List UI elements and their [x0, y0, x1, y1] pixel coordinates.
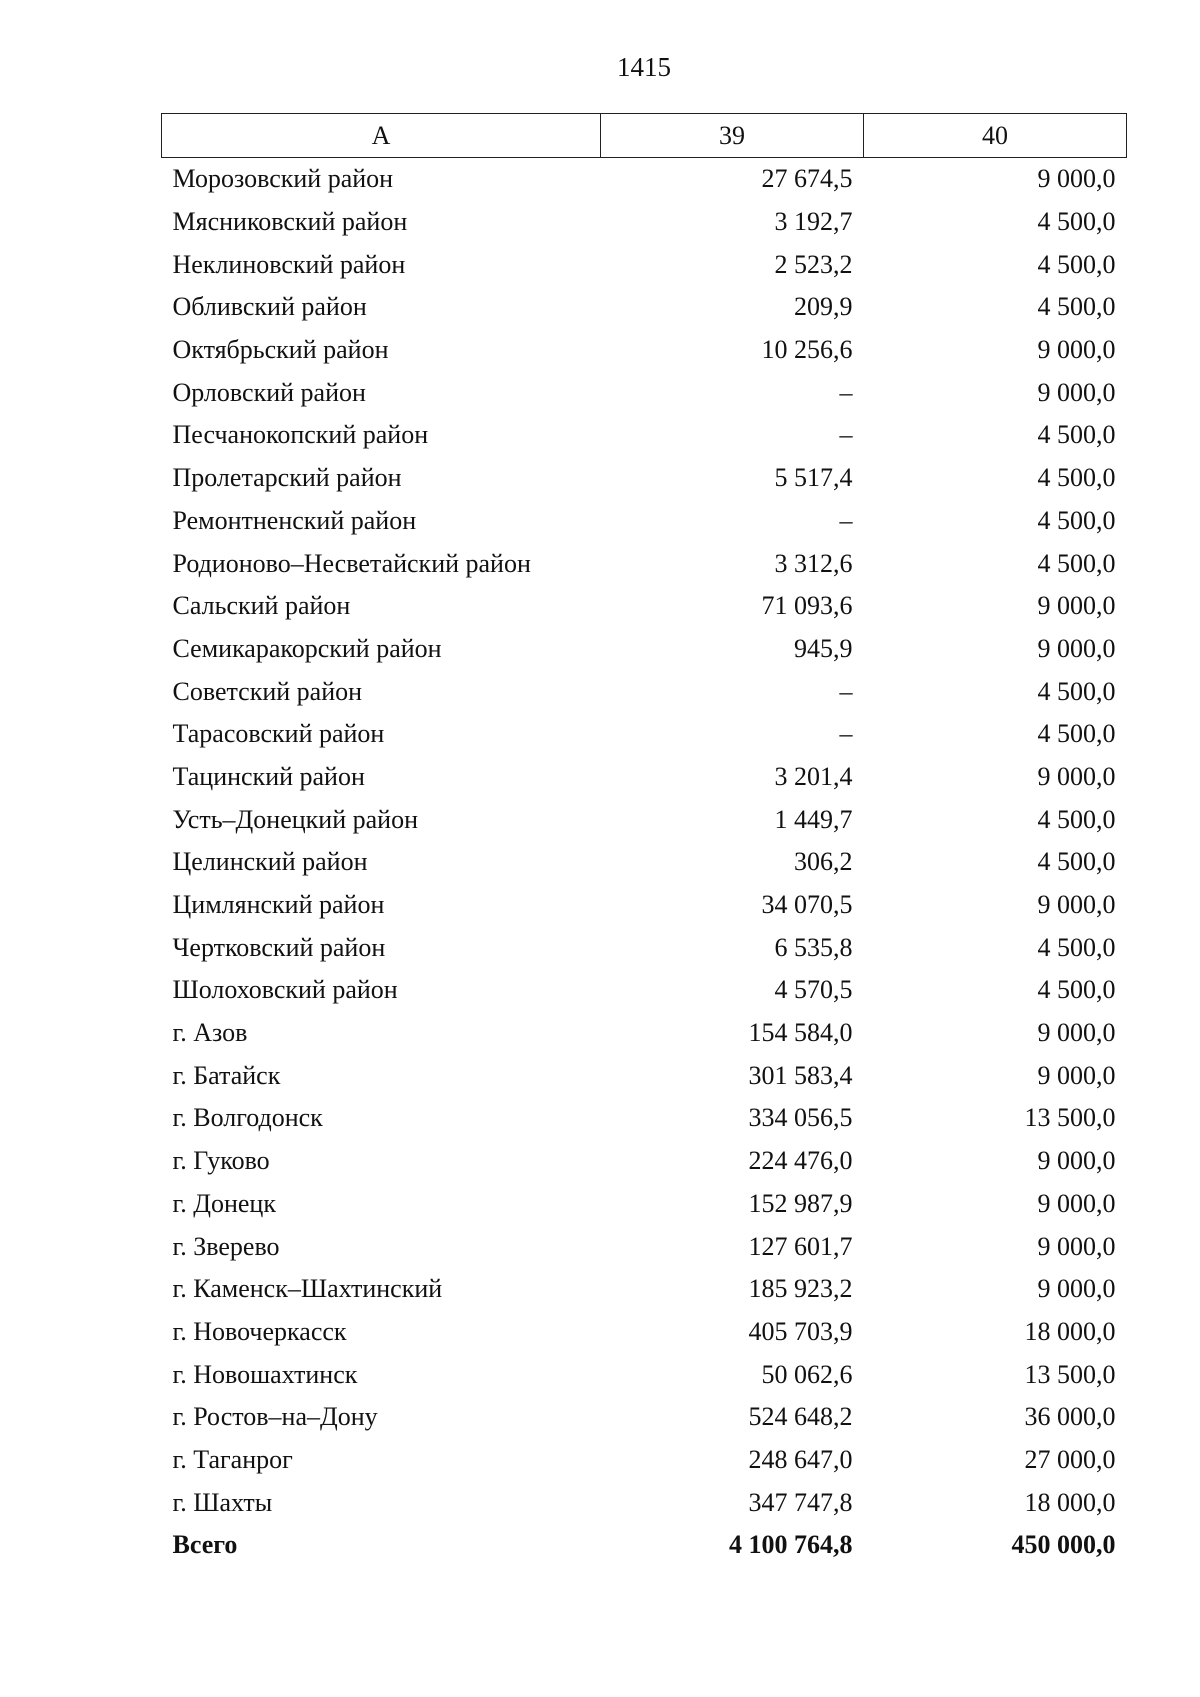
total-value-39: 4 100 764,8	[729, 1530, 853, 1560]
row-value-40: 9 000,0	[1037, 1018, 1116, 1048]
row-name: Мясниковский район	[172, 207, 408, 237]
table-row	[162, 798, 1127, 841]
table-row	[162, 371, 1127, 414]
row-value-40: 4 500,0	[1037, 420, 1116, 450]
total-value-40: 450 000,0	[1011, 1530, 1116, 1560]
row-value-39: 1 449,7	[774, 804, 853, 834]
row-value-39: 3 312,6	[774, 548, 853, 578]
row-value-40: 4 500,0	[1037, 548, 1116, 578]
table-row	[162, 1353, 1127, 1396]
row-name: Октябрьский район	[172, 335, 389, 365]
row-name: г. Батайск	[172, 1060, 281, 1090]
row-value-39: –	[839, 505, 853, 535]
table-row	[162, 1481, 1127, 1524]
row-value-39: 71 093,6	[761, 591, 853, 621]
row-name: Чертковский район	[172, 932, 386, 962]
row-value-40: 9 000,0	[1037, 1188, 1116, 1218]
row-value-39: 4 570,5	[774, 975, 853, 1005]
row-value-40: 13 500,0	[1024, 1103, 1116, 1133]
row-value-39: 3 201,4	[774, 761, 853, 791]
row-name: г. Шахты	[172, 1487, 273, 1517]
row-name: Цимлянский район	[172, 890, 385, 920]
row-value-39: –	[839, 676, 853, 706]
table-row	[162, 969, 1127, 1012]
table-row	[162, 243, 1127, 286]
row-value-40: 13 500,0	[1024, 1359, 1116, 1389]
row-value-39: 50 062,6	[761, 1359, 853, 1389]
table-row	[162, 329, 1127, 372]
row-value-40: 4 500,0	[1037, 676, 1116, 706]
row-name: г. Каменск–Шахтинский	[172, 1274, 443, 1304]
table-row	[162, 926, 1127, 969]
row-value-40: 9 000,0	[1037, 377, 1116, 407]
row-name: Морозовский район	[172, 164, 394, 194]
row-value-40: 9 000,0	[1037, 890, 1116, 920]
table-row	[162, 1225, 1127, 1268]
row-value-40: 9 000,0	[1037, 1060, 1116, 1090]
row-value-40: 4 500,0	[1037, 932, 1116, 962]
row-name: г. Азов	[172, 1018, 248, 1048]
row-value-39: 334 056,5	[748, 1103, 853, 1133]
table-row	[162, 286, 1127, 329]
page-number: 1415	[617, 52, 671, 82]
row-value-40: 27 000,0	[1024, 1444, 1116, 1474]
table-row	[162, 756, 1127, 799]
table-body	[162, 158, 1127, 1567]
row-name: Родионово–Несветайский район	[172, 548, 531, 578]
row-value-39: 152 987,9	[748, 1188, 853, 1218]
row-name: Сальский район	[172, 591, 351, 621]
row-value-39: 224 476,0	[748, 1146, 853, 1176]
table-row	[162, 1097, 1127, 1140]
row-value-40: 4 500,0	[1037, 847, 1116, 877]
row-name: Тарасовский район	[172, 719, 385, 749]
row-value-40: 9 000,0	[1037, 1274, 1116, 1304]
row-value-40: 9 000,0	[1037, 335, 1116, 365]
row-value-40: 4 500,0	[1037, 463, 1116, 493]
data-table	[161, 113, 1127, 1567]
row-value-39: 248 647,0	[748, 1444, 853, 1474]
row-value-39: 306,2	[794, 847, 853, 877]
row-value-40: 4 500,0	[1037, 975, 1116, 1005]
row-name: г. Зверево	[172, 1231, 280, 1261]
table-row	[162, 1311, 1127, 1354]
row-name: Целинский район	[172, 847, 368, 877]
row-value-40: 4 500,0	[1037, 505, 1116, 535]
row-name: Шолоховский район	[172, 975, 398, 1005]
table-row	[162, 1268, 1127, 1311]
row-value-39: 524 648,2	[748, 1402, 853, 1432]
row-name: г. Таганрог	[172, 1444, 293, 1474]
row-name: Семикаракорский район	[172, 633, 442, 663]
row-value-40: 36 000,0	[1024, 1402, 1116, 1432]
table-row	[162, 1439, 1127, 1482]
table-row	[162, 1054, 1127, 1097]
table-row	[162, 201, 1127, 244]
row-name: г. Ростов–на–Дону	[172, 1402, 378, 1432]
table-row	[162, 628, 1127, 671]
row-value-39: 6 535,8	[774, 932, 853, 962]
row-value-39: 301 583,4	[748, 1060, 853, 1090]
table-row	[162, 1396, 1127, 1439]
header-cell-39: 39	[601, 114, 864, 158]
row-name: Усть–Донецкий район	[172, 804, 418, 834]
table-row	[162, 414, 1127, 457]
row-name: г. Донецк	[172, 1188, 276, 1218]
row-value-40: 9 000,0	[1037, 1146, 1116, 1176]
row-value-40: 9 000,0	[1037, 761, 1116, 791]
row-value-39: 2 523,2	[774, 249, 853, 279]
row-value-40: 9 000,0	[1037, 591, 1116, 621]
row-name: Тацинский район	[172, 761, 365, 791]
table-row	[162, 1012, 1127, 1055]
table-row	[162, 585, 1127, 628]
row-value-40: 9 000,0	[1037, 1231, 1116, 1261]
row-value-40: 18 000,0	[1024, 1487, 1116, 1517]
row-value-39: 209,9	[794, 292, 853, 322]
row-value-39: –	[839, 719, 853, 749]
row-name: г. Гуково	[172, 1146, 270, 1176]
row-name: Обливский район	[172, 292, 367, 322]
table-row	[162, 500, 1127, 543]
row-value-39: 3 192,7	[774, 207, 853, 237]
row-value-40: 4 500,0	[1037, 292, 1116, 322]
row-value-39: 27 674,5	[761, 164, 853, 194]
table-header-row	[162, 114, 1127, 158]
row-value-39: 405 703,9	[748, 1316, 853, 1346]
row-value-40: 9 000,0	[1037, 633, 1116, 663]
row-name: г. Новошахтинск	[172, 1359, 358, 1389]
table-row	[162, 1183, 1127, 1226]
row-value-39: –	[839, 377, 853, 407]
table-row	[162, 1140, 1127, 1183]
header-cell-40: 40	[864, 114, 1127, 158]
total-row	[162, 1524, 1127, 1567]
row-value-40: 4 500,0	[1037, 207, 1116, 237]
row-value-39: 347 747,8	[748, 1487, 853, 1517]
row-name: Ремонтненский район	[172, 505, 417, 535]
row-name: Пролетарский район	[172, 463, 402, 493]
table-row	[162, 841, 1127, 884]
table-row	[162, 713, 1127, 756]
total-label: Всего	[172, 1530, 238, 1560]
table-row	[162, 542, 1127, 585]
row-value-39: 34 070,5	[761, 890, 853, 920]
row-value-39: 127 601,7	[748, 1231, 853, 1261]
header-cell-name: А	[162, 114, 601, 158]
row-name: Советский район	[172, 676, 363, 706]
table-row	[162, 158, 1127, 201]
table-row	[162, 670, 1127, 713]
row-name: Орловский район	[172, 377, 366, 407]
row-value-40: 4 500,0	[1037, 804, 1116, 834]
row-name: г. Новочеркасск	[172, 1316, 347, 1346]
table-row	[162, 884, 1127, 927]
row-value-39: –	[839, 420, 853, 450]
row-name: Неклиновский район	[172, 249, 406, 279]
row-value-39: 185 923,2	[748, 1274, 853, 1304]
row-name: г. Волгодонск	[172, 1103, 323, 1133]
row-value-40: 9 000,0	[1037, 164, 1116, 194]
row-value-40: 4 500,0	[1037, 719, 1116, 749]
row-value-40: 18 000,0	[1024, 1316, 1116, 1346]
row-value-39: 154 584,0	[748, 1018, 853, 1048]
row-value-40: 4 500,0	[1037, 249, 1116, 279]
table-row	[162, 457, 1127, 500]
row-value-39: 10 256,6	[761, 335, 853, 365]
row-value-39: 5 517,4	[774, 463, 853, 493]
row-name: Песчанокопский район	[172, 420, 429, 450]
row-value-39: 945,9	[794, 633, 853, 663]
